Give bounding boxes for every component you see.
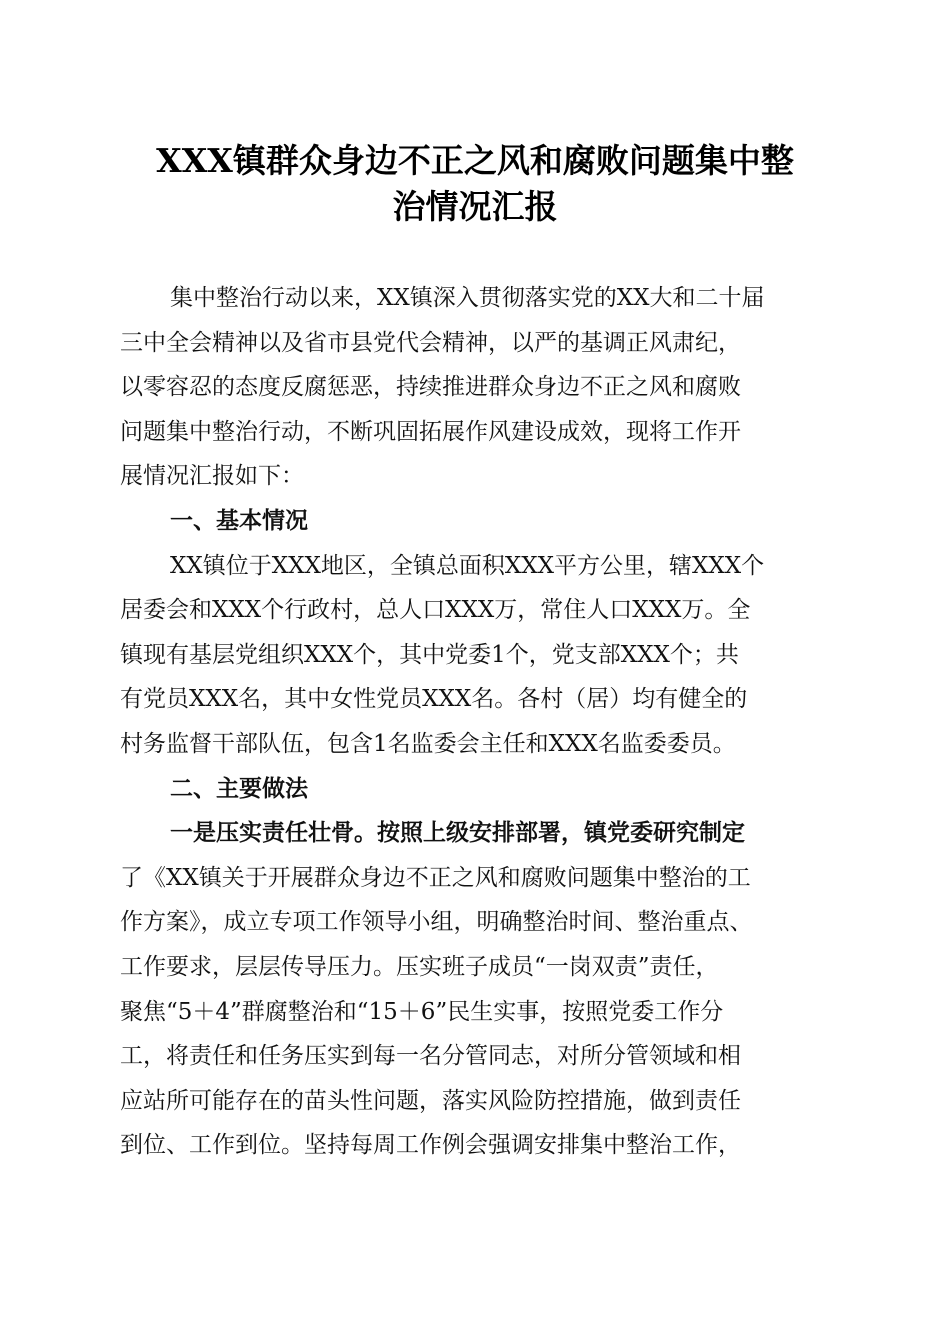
paragraph-line: 了《XX镇关于开展群众身边不正之风和腐败问题集中整治的工 [120, 864, 751, 891]
document-title [120, 138, 830, 230]
paragraph-line: 一是压实责任壮骨。按照上级安排部署，镇党委研究制定 [170, 819, 745, 847]
paragraph-line: 工作要求，层层传导压力。压实班子成员“一岗双责”责任， [120, 953, 719, 980]
title-line: XXX镇群众身边不正之风和腐败问题集中整 [156, 141, 794, 180]
paragraph-line: 展情况汇报如下： [120, 463, 304, 490]
paragraph-line: 以零容忍的态度反腐惩恶，持续推进群众身边不正之风和腐败 [120, 374, 741, 401]
paragraph-line: XX镇位于XXX地区，全镇总面积XXX平方公里，辖XXX个 [170, 552, 765, 579]
paragraph-line: 集中整治行动以来，XX镇深入贯彻落实党的XX大和二十届 [170, 285, 765, 311]
paragraph-line: 作方案》，成立专项工作领导小组，明确整治时间、整治重点、 [120, 909, 753, 936]
paragraph-line: 聚焦“5＋4”群腐整治和“15＋6”民生实事，按照党委工作分 [120, 998, 724, 1025]
title-line: 治情况汇报 [392, 187, 558, 226]
paragraph-line: 到位、工作到位。坚持每周工作例会强调安排集中整治工作， [120, 1132, 741, 1159]
section-heading: 一、基本情况 [170, 507, 308, 534]
paragraph-line: 居委会和XXX个行政村，总人口XXX万，常住人口XXX万。全 [120, 597, 751, 624]
paragraph-line: 问题集中整治行动，不断巩固拓展作风建设成效，现将工作开 [120, 418, 741, 445]
paragraph-line: 应站所可能存在的苗头性问题，落实风险防控措施，做到责任 [120, 1087, 741, 1114]
document-body [120, 276, 832, 1168]
paragraph-line: 村务监督干部队伍，包含1名监委会主任和XXX名监委委员。 [120, 730, 736, 757]
paragraph-line: 工，将责任和任务压实到每一名分管同志，对所分管领域和相 [120, 1043, 741, 1070]
paragraph-line: 有党员XXX名，其中女性党员XXX名。各村（居）均有健全的 [120, 686, 748, 713]
paragraph-line: 镇现有基层党组织XXX个，其中党委1个，党支部XXX个；共 [120, 641, 739, 668]
section-heading: 二、主要做法 [170, 775, 308, 802]
paragraph-line: 三中全会精神以及省市县党代会精神，以严的基调正风肃纪， [120, 329, 741, 356]
